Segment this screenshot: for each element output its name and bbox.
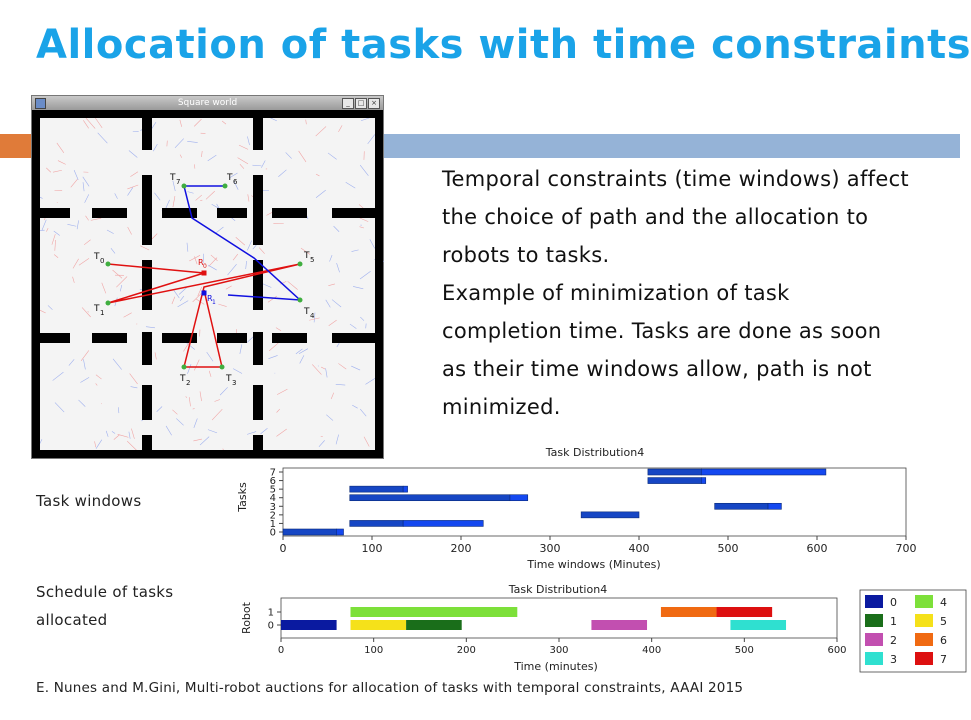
square-world-window — [31, 95, 384, 459]
inner-wall — [32, 208, 70, 218]
robot-1-index: 1 — [212, 299, 216, 306]
legend-swatch-4 — [915, 595, 933, 608]
task-3-marker — [220, 365, 225, 370]
task-0-label: T — [94, 252, 100, 262]
legend-label-7: 7 — [940, 653, 947, 666]
inner-wall — [142, 210, 152, 245]
legend-label-6: 6 — [940, 634, 947, 647]
legend-swatch-3 — [865, 652, 883, 665]
task-2-window-bar — [581, 512, 639, 518]
task-5-index: 5 — [310, 256, 315, 264]
close-button[interactable]: × — [368, 98, 380, 109]
task-1-index: 1 — [100, 309, 105, 317]
x-tick-label: 200 — [450, 542, 472, 555]
task-7-label: T — [170, 173, 176, 183]
legend-label-4: 4 — [940, 596, 947, 609]
x-tick-label: 500 — [717, 542, 739, 555]
robot-0-index: 0 — [203, 263, 207, 270]
inner-wall — [32, 333, 70, 343]
roadmap-edge — [318, 366, 319, 367]
task-3-index: 3 — [232, 379, 237, 387]
task-3-schedule-bar — [730, 620, 786, 630]
x-tick-label: 600 — [827, 645, 847, 656]
task-0-marker — [106, 262, 111, 267]
accent-bar-right — [382, 134, 960, 158]
task-2-schedule-bar — [591, 620, 647, 630]
legend-swatch-6 — [915, 633, 933, 646]
label-schedule: Schedule of tasks allocated — [36, 583, 174, 629]
task-7-schedule-bar — [717, 607, 773, 617]
legend-label-2: 2 — [890, 634, 897, 647]
task-2-marker — [182, 365, 187, 370]
task-1-label: T — [94, 304, 100, 314]
outer-wall — [32, 110, 40, 458]
task-4-label: T — [304, 307, 310, 317]
x-axis-label: Time windows (Minutes) — [527, 558, 661, 571]
robot-0-marker — [202, 271, 207, 276]
chart-title: Task Distribution4 — [545, 446, 645, 459]
task-2-label: T — [180, 374, 186, 384]
task-1-window-bar — [403, 520, 483, 526]
chart-legend — [860, 590, 966, 672]
task-3-window-bar — [715, 503, 768, 509]
inner-wall — [253, 332, 263, 365]
task-0-window-bar — [336, 529, 343, 535]
legend-label-0: 0 — [890, 596, 897, 609]
inner-wall — [92, 208, 127, 218]
task-5-window-bar — [350, 486, 403, 492]
legend-label-1: 1 — [890, 615, 897, 628]
task-4-window-bar — [350, 495, 510, 501]
task-1-schedule-bar — [406, 620, 462, 630]
x-tick-label: 0 — [277, 645, 285, 656]
y-tick-label: 3 — [269, 501, 276, 513]
legend-label-5: 5 — [940, 615, 947, 628]
inner-wall — [253, 110, 263, 150]
y-tick-label: 1 — [267, 607, 274, 619]
task-5-marker — [298, 262, 303, 267]
inner-wall — [142, 110, 152, 150]
x-axis-label: Time (minutes) — [514, 660, 598, 673]
task-7-marker — [182, 184, 187, 189]
y-axis-label: Robot — [240, 602, 253, 634]
task-4-marker — [298, 298, 303, 303]
inner-wall — [272, 208, 307, 218]
y-tick-label: 0 — [269, 527, 276, 539]
plot-frame — [281, 598, 837, 638]
world-canvas — [32, 110, 383, 458]
inner-wall — [217, 333, 247, 343]
task-2-index: 2 — [186, 379, 191, 387]
chart-bars — [283, 469, 826, 535]
task-4-window-bar — [510, 495, 528, 501]
label-task-windows: Task windows — [36, 492, 142, 510]
task-0-schedule-bar — [281, 620, 337, 630]
task-4-schedule-bar — [351, 607, 518, 617]
inner-wall — [253, 210, 263, 245]
inner-wall — [332, 208, 383, 218]
task-1-marker — [106, 301, 111, 306]
outer-wall — [32, 110, 383, 118]
chart-title: Task Distribution4 — [508, 583, 608, 596]
window-titlebar[interactable] — [32, 96, 383, 110]
x-tick-label: 300 — [549, 645, 569, 656]
y-tick-label: 5 — [269, 484, 276, 496]
task-6-window-bar — [648, 478, 701, 484]
task-6-marker — [223, 184, 228, 189]
paragraph-example: Example of minimization of task completion time. Tasks are done as soon as their time windows allow, path is not minimized. — [442, 281, 882, 419]
robot-1-label: R — [207, 294, 213, 303]
task-6-schedule-bar — [661, 607, 717, 617]
task-6-window-bar — [701, 478, 705, 484]
schedule-chart — [228, 580, 947, 675]
x-tick-label: 300 — [539, 542, 561, 555]
task-7-index: 7 — [176, 178, 181, 186]
maximize-button[interactable]: □ — [355, 98, 367, 109]
task-4-index: 4 — [310, 312, 315, 320]
task-1-window-bar — [350, 520, 403, 526]
task-0-index: 0 — [100, 257, 105, 265]
task-6-index: 6 — [233, 178, 238, 186]
window-title: Square world — [177, 98, 238, 108]
inner-wall — [272, 333, 307, 343]
task-5-label: T — [304, 251, 310, 261]
x-tick-label: 100 — [361, 542, 383, 555]
y-axis-label: Tasks — [236, 482, 249, 512]
y-tick-label: 2 — [269, 510, 276, 522]
inner-wall — [217, 208, 247, 218]
paragraph-constraints: Temporal constraints (time windows) affect the choice of path and the allocation to robots to tasks. — [442, 167, 909, 267]
minimize-button[interactable]: _ — [342, 98, 354, 109]
y-tick-label: 0 — [267, 620, 274, 632]
x-tick-label: 600 — [806, 542, 828, 555]
description-text — [442, 160, 912, 426]
y-tick-label: 4 — [269, 493, 276, 505]
robot-0-label: R — [198, 258, 204, 267]
inner-wall — [142, 385, 152, 420]
slide-title: Allocation of tasks with time constraints — [36, 22, 971, 68]
task-7-window-bar — [648, 469, 701, 475]
outer-wall — [375, 110, 383, 458]
inner-wall — [332, 333, 383, 343]
inner-wall — [253, 260, 263, 310]
inner-wall — [142, 332, 152, 365]
x-tick-label: 200 — [456, 645, 476, 656]
x-tick-label: 400 — [628, 542, 650, 555]
y-tick-label: 7 — [269, 467, 276, 479]
legend-swatch-7 — [915, 652, 933, 665]
legend-swatch-2 — [865, 633, 883, 646]
task-5-schedule-bar — [351, 620, 407, 630]
x-tick-label: 500 — [734, 645, 754, 656]
inner-wall — [142, 175, 152, 210]
y-tick-label: 6 — [269, 476, 276, 488]
legend-swatch-0 — [865, 595, 883, 608]
task-5-window-bar — [403, 486, 407, 492]
x-tick-label: 0 — [279, 542, 287, 555]
inner-wall — [92, 333, 127, 343]
task-3-label: T — [226, 374, 232, 384]
task-3-window-bar — [768, 503, 781, 509]
task-windows-chart — [228, 440, 918, 580]
inner-wall — [253, 385, 263, 420]
inner-wall — [253, 175, 263, 210]
x-tick-label: 700 — [895, 542, 917, 555]
legend-label-3: 3 — [890, 653, 897, 666]
chart-axes — [270, 468, 917, 556]
robot-1-marker — [202, 291, 207, 296]
x-tick-label: 100 — [364, 645, 384, 656]
inner-wall — [142, 435, 152, 458]
task-0-window-bar — [283, 529, 336, 535]
chart-bars — [281, 607, 786, 630]
task-7-window-bar — [701, 469, 826, 475]
y-tick-label: 1 — [269, 518, 276, 530]
task-6-label: T — [227, 173, 233, 183]
legend-swatch-1 — [865, 614, 883, 627]
x-tick-label: 400 — [642, 645, 662, 656]
citation: E. Nunes and M.Gini, Multi-robot auctions for allocation of tasks with temporal constraints, AAAI 2015 — [36, 680, 744, 696]
legend-swatch-5 — [915, 614, 933, 627]
